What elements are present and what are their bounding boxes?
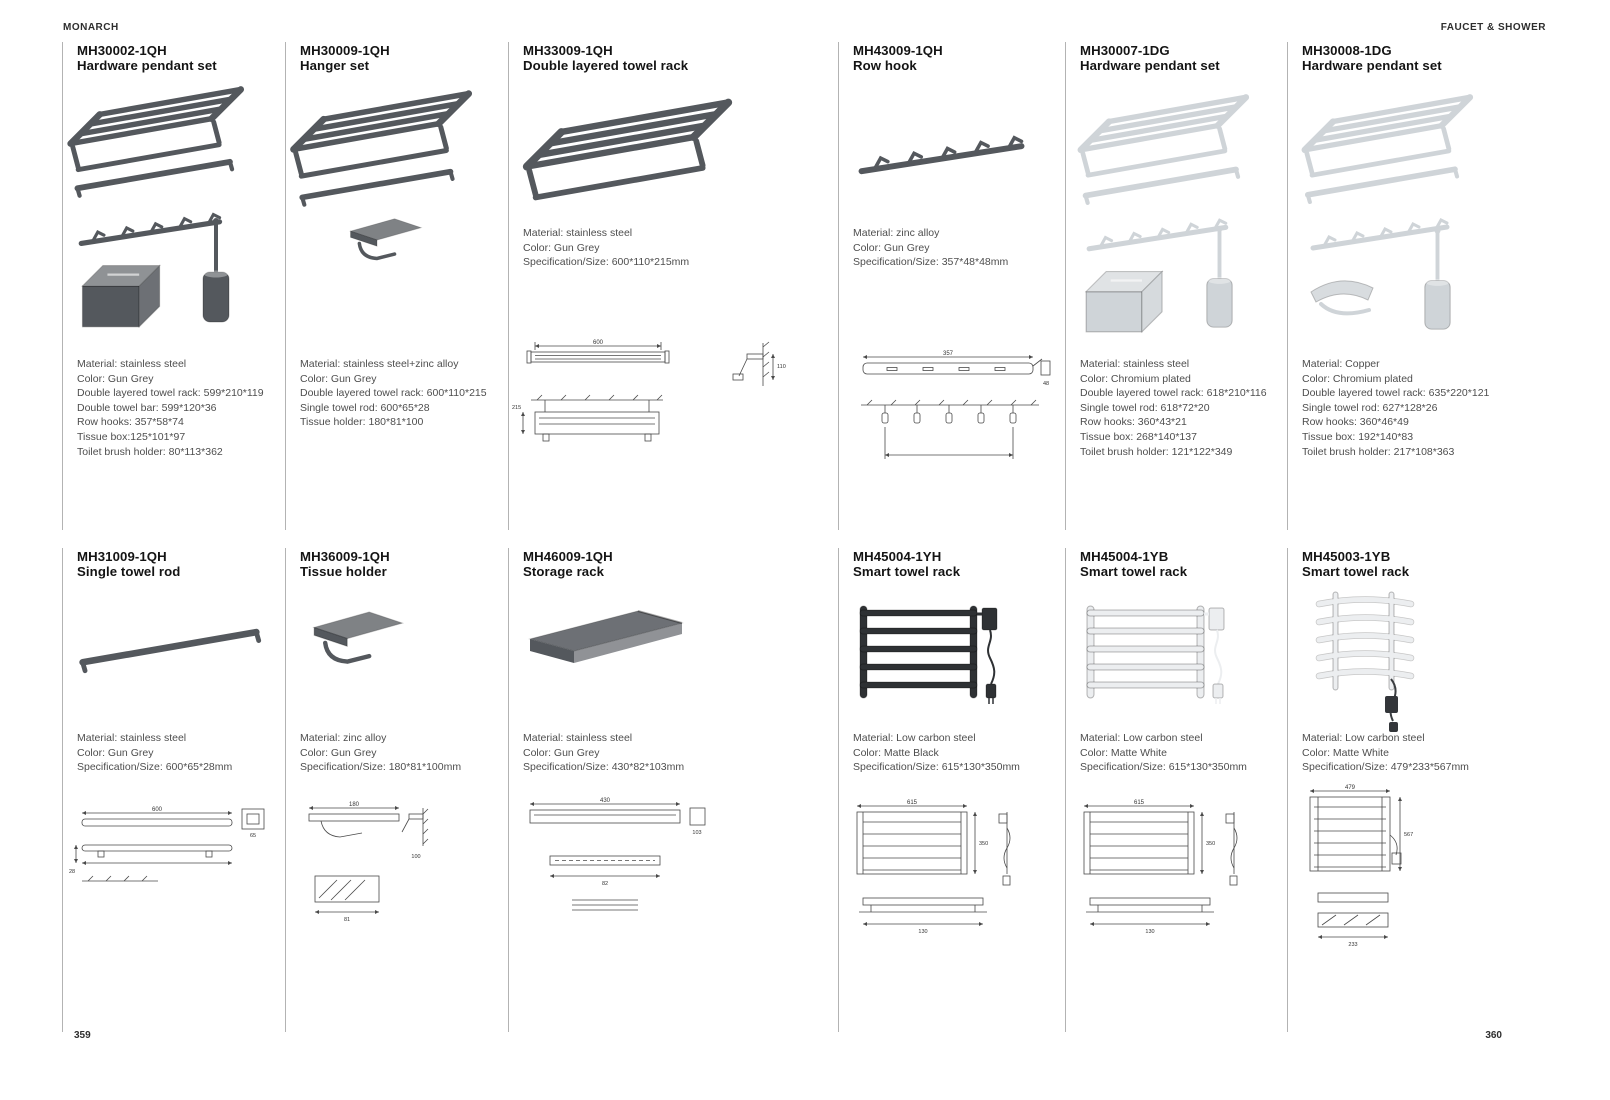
spec-list (523, 731, 800, 775)
dim-label: 350 (1206, 841, 1216, 847)
tissue-holder-icon (351, 219, 421, 259)
product-name: Hanger set (300, 57, 370, 73)
spec-line: Material: stainless steel (77, 732, 187, 744)
spec-line: Specification/Size: 479*233*567mm (1302, 761, 1469, 774)
spec-line: Double towel bar: 599*120*36 (77, 401, 217, 414)
spec-list (300, 731, 500, 775)
spec-line: Color: Matte White (1302, 746, 1389, 759)
spec-line: Specification/Size: 615*130*350mm (1080, 761, 1247, 774)
product-code: MH31009-1QH (77, 549, 167, 564)
product-code: MH30009-1QH (300, 43, 390, 58)
product-photo (296, 596, 416, 686)
double-towel-rack-icon (71, 89, 241, 169)
product-code: MH36009-1QH (300, 549, 390, 564)
product-name: Single towel rod (77, 563, 181, 579)
product-name: Smart towel rack (853, 563, 961, 579)
spec-line: Color: Chromium plated (1302, 372, 1413, 385)
spec-line: Material: zinc alloy (300, 732, 387, 744)
product-photo (514, 598, 699, 676)
spec-line: Double layered towel rack: 599*210*119 (77, 387, 264, 400)
dim-label: 28 (69, 869, 76, 875)
spec-line: Color: Gun Grey (853, 241, 930, 254)
spec-line: Specification/Size: 180*81*100mm (300, 761, 462, 774)
dim-label: 350 (979, 841, 989, 847)
spec-list (1302, 731, 1552, 775)
technical-drawing (291, 800, 436, 930)
dim-label: 357 (942, 351, 954, 357)
spec-line: Double layered towel rack: 618*210*116 (1080, 387, 1267, 400)
spec-line: Tissue box: 192*140*83 (1302, 430, 1414, 443)
product-photo (288, 88, 493, 288)
storage-rack-icon (530, 611, 682, 663)
spec-list (77, 731, 277, 775)
dim-label: 48 (1042, 381, 1050, 387)
dim-label: 180 (348, 802, 360, 808)
spec-line: Toilet brush holder: 217*108*363 (1302, 445, 1455, 458)
product-photo (844, 596, 1019, 718)
tissue-box-icon (1086, 272, 1162, 332)
spec-line: Material: Low carbon steel (1080, 732, 1203, 744)
technical-drawing (1066, 798, 1266, 946)
spec-line: Color: Gun Grey (77, 372, 154, 385)
dim-label: 615 (1133, 800, 1145, 806)
product-cell (508, 42, 808, 530)
technical-drawing (511, 338, 796, 470)
technical-drawing (514, 796, 714, 936)
technical-drawing (1288, 783, 1438, 958)
spec-line: Material: Low carbon steel (853, 732, 976, 744)
towel-bar-icon (83, 632, 259, 671)
spec-list (300, 357, 500, 430)
spec-line: Color: Gun Grey (300, 372, 377, 385)
product-cell (508, 548, 808, 1032)
spec-line: Single towel rod: 618*72*20 (1080, 401, 1210, 414)
dim-label: 81 (343, 917, 351, 923)
page-number-left: 359 (74, 1030, 91, 1041)
spec-line: Color: Gun Grey (77, 746, 154, 759)
spec-line: Single towel rod: 627*128*26 (1302, 401, 1438, 414)
spec-line: Tissue box:125*101*97 (77, 430, 186, 443)
spec-line: Color: Matte Black (853, 746, 939, 759)
spec-line: Specification/Size: 600*110*215mm (523, 256, 690, 269)
product-name: Smart towel rack (1080, 563, 1188, 579)
roll-holder-icon (1311, 281, 1373, 313)
dim-label: 82 (601, 881, 609, 887)
product-cell (285, 42, 508, 530)
product-code: MH30008-1DG (1302, 43, 1392, 58)
spec-line: Row hooks: 360*46*49 (1302, 416, 1409, 429)
dim-label: 103 (692, 830, 702, 836)
toilet-brush-icon (203, 218, 229, 322)
product-name: Hardware pendant set (1302, 57, 1442, 73)
spec-list (853, 226, 1057, 270)
dim-label: 567 (1404, 832, 1414, 838)
product-name: Tissue holder (300, 563, 387, 579)
product-cell (62, 548, 285, 1032)
dim-label: 130 (918, 929, 928, 935)
spec-line: Row hooks: 357*58*74 (77, 416, 184, 429)
product-name: Double layered towel rack (523, 57, 689, 73)
dim-label: 479 (1344, 785, 1356, 791)
spec-list (1080, 357, 1279, 459)
spec-line: Material: stainless steel (523, 227, 633, 239)
brand-label: MONARCH (63, 22, 119, 33)
product-name: Hardware pendant set (1080, 57, 1220, 73)
product-cell (1065, 42, 1287, 530)
product-code: MH45004-1YH (853, 549, 942, 564)
product-photo (844, 97, 1044, 237)
spec-list (1302, 357, 1552, 459)
dim-label: 600 (592, 340, 604, 346)
double-towel-rack-icon (294, 94, 469, 177)
spec-line: Toilet brush holder: 80*113*362 (77, 445, 223, 458)
row-hooks-icon (1313, 220, 1447, 248)
product-code: MH33009-1QH (523, 43, 613, 58)
spec-line: Tissue holder: 180*81*100 (300, 416, 424, 429)
smart-towel-rack-icon (1087, 606, 1224, 704)
tissue-box-icon (83, 266, 160, 327)
toilet-brush-icon (1425, 228, 1450, 329)
toilet-brush-icon (1207, 226, 1232, 327)
technical-drawing (839, 798, 1039, 946)
spec-list (1080, 731, 1279, 775)
spec-list (853, 731, 1057, 775)
spec-list (523, 226, 800, 270)
spec-line: Specification/Size: 600*65*28mm (77, 761, 233, 774)
dim-label: 100 (411, 854, 421, 860)
product-code: MH45003-1YB (1302, 549, 1391, 564)
smart-towel-rack-icon (860, 606, 997, 704)
product-photo (1071, 92, 1271, 354)
product-code: MH45004-1YB (1080, 549, 1169, 564)
dim-label: 215 (512, 405, 522, 411)
spec-line: Row hooks: 360*43*21 (1080, 416, 1187, 429)
spec-list (77, 357, 277, 459)
dim-label: 600 (151, 807, 163, 813)
towel-bar-icon (302, 172, 452, 205)
product-photo (1303, 584, 1428, 736)
technical-drawing (847, 347, 1057, 469)
dim-label: 615 (906, 800, 918, 806)
spec-line: Color: Gun Grey (300, 746, 377, 759)
product-code: MH43009-1QH (853, 43, 943, 58)
product-name: Row hook (853, 57, 917, 73)
wall-towel-warmer-icon (1319, 592, 1411, 732)
page-number-right: 360 (1485, 1030, 1502, 1041)
spec-line: Toilet brush holder: 121*122*349 (1080, 445, 1233, 458)
double-towel-rack-icon (1305, 97, 1470, 175)
spec-line: Color: Matte White (1080, 746, 1167, 759)
dim-label: 130 (1145, 929, 1155, 935)
product-name: Storage rack (523, 563, 605, 579)
dim-label: 233 (1348, 942, 1358, 948)
product-photo (514, 92, 754, 222)
spec-line: Double layered towel rack: 635*220*121 (1302, 387, 1490, 400)
product-cell (1065, 548, 1287, 1032)
spec-line: Color: Gun Grey (523, 241, 600, 254)
product-code: MH30002-1QH (77, 43, 167, 58)
spec-line: Material: Copper (1302, 358, 1380, 370)
spec-line: Material: stainless steel (77, 358, 187, 370)
product-code: MH30007-1DG (1080, 43, 1170, 58)
spec-line: Material: Low carbon steel (1302, 732, 1425, 744)
product-name: Smart towel rack (1302, 563, 1410, 579)
spec-line: Color: Chromium plated (1080, 372, 1191, 385)
double-towel-rack-icon (1081, 97, 1246, 175)
spec-line: Single towel rod: 600*65*28 (300, 401, 430, 414)
product-cell (838, 42, 1065, 530)
dim-label: 110 (777, 364, 786, 370)
product-cell (1287, 548, 1560, 1032)
spec-line: Double layered towel rack: 600*110*215 (300, 387, 487, 400)
double-towel-rack-icon (527, 102, 729, 197)
spec-line: Tissue box: 268*140*137 (1080, 430, 1197, 443)
category-label: FAUCET & SHOWER (1440, 22, 1546, 33)
towel-bar-icon (1086, 169, 1238, 202)
product-photo (65, 84, 270, 346)
tissue-holder-icon (314, 612, 402, 662)
product-code: MH46009-1QH (523, 549, 613, 564)
product-name: Hardware pendant set (77, 57, 217, 73)
product-cell (285, 548, 508, 1032)
spec-line: Material: zinc alloy (853, 227, 940, 239)
product-photo (1293, 92, 1498, 354)
spec-line: Material: stainless steel+zinc alloy (300, 358, 459, 370)
spec-line: Specification/Size: 430*82*103mm (523, 761, 685, 774)
technical-drawing (68, 803, 278, 903)
dim-label: 65 (249, 833, 257, 839)
product-cell (1287, 42, 1560, 530)
spec-line: Material: stainless steel (1080, 358, 1190, 370)
product-photo (68, 600, 283, 710)
dim-label: 430 (599, 798, 611, 804)
row-hooks-icon (862, 138, 1022, 171)
product-photo (1071, 596, 1246, 718)
spec-line: Specification/Size: 615*130*350mm (853, 761, 1020, 774)
row-hooks-icon (1089, 220, 1226, 249)
product-cell (838, 548, 1065, 1032)
spec-line: Material: stainless steel (523, 732, 633, 744)
row-hooks-icon (81, 215, 219, 244)
product-cell (62, 42, 285, 530)
spec-line: Color: Gun Grey (523, 746, 600, 759)
spec-line: Specification/Size: 357*48*48mm (853, 256, 1009, 269)
